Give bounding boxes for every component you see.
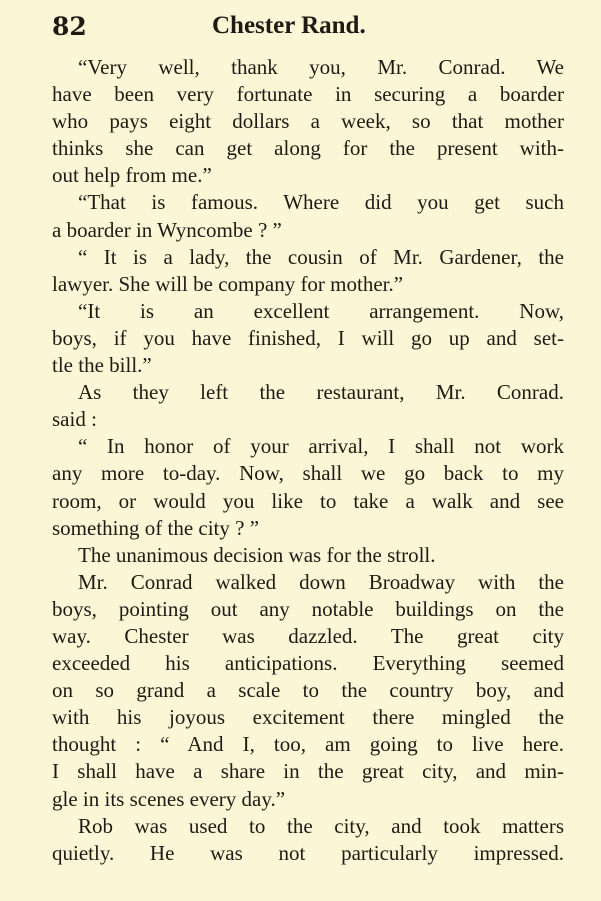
page-header: [52, 8, 562, 48]
text-line: As they left the restaurant, Mr. Conrad.: [78, 380, 564, 405]
text-line: have been very fortunate in securing a boarder: [52, 82, 564, 107]
text-line: boys, pointing out any notable buildings on the: [52, 596, 564, 621]
running-head: Chester Rand.: [212, 12, 366, 39]
text-line: with his joyous excitement there mingled the: [52, 705, 564, 730]
text-line: exceeded his anticipations. Everything seemed: [52, 651, 564, 676]
text-line: tle the bill.”: [52, 353, 152, 378]
text-line: “It is an excellent arrangement. Now,: [78, 298, 564, 323]
text-line: any more to-day. Now, shall we go back to my: [52, 461, 564, 486]
text-line: I shall have a share in the great city, and min-: [52, 759, 564, 784]
text-line: quietly. He was not particularly impressed.: [52, 840, 564, 865]
text-line: boys, if you have finished, I will go up and set-: [52, 325, 564, 350]
text-line: a boarder in Wyncombe ? ”: [52, 217, 282, 242]
text-line: who pays eight dollars a week, so that mother: [52, 109, 564, 134]
text-line: lawyer. She will be company for mother.”: [52, 271, 404, 296]
page-number: 82: [52, 12, 87, 41]
text-line: something of the city ? ”: [52, 515, 260, 540]
text-line: gle in its scenes every day.”: [52, 786, 286, 811]
text-line: on so grand a scale to the country boy, and: [52, 678, 564, 703]
text-line: way. Chester was dazzled. The great city: [52, 623, 564, 648]
body-text: [52, 54, 564, 867]
text-line: “ It is a lady, the cousin of Mr. Gardener, the: [78, 244, 564, 269]
text-line: The unanimous decision was for the stroll.: [78, 542, 436, 567]
text-line: room, or would you like to take a walk and see: [52, 488, 564, 513]
text-line: thinks she can get along for the present with-: [52, 136, 564, 161]
text-line: said :: [52, 407, 97, 432]
text-line: Rob was used to the city, and took matters: [78, 813, 564, 838]
text-line: out help from me.”: [52, 163, 212, 188]
text-line: “Very well, thank you, Mr. Conrad. We: [78, 55, 564, 79]
text-line: “That is famous. Where did you get such: [78, 190, 564, 215]
text-line: thought : “ And I, too, am going to live here.: [52, 732, 564, 757]
text-line: “ In honor of your arrival, I shall not work: [78, 434, 564, 459]
text-line: Mr. Conrad walked down Broadway with the: [78, 569, 564, 594]
